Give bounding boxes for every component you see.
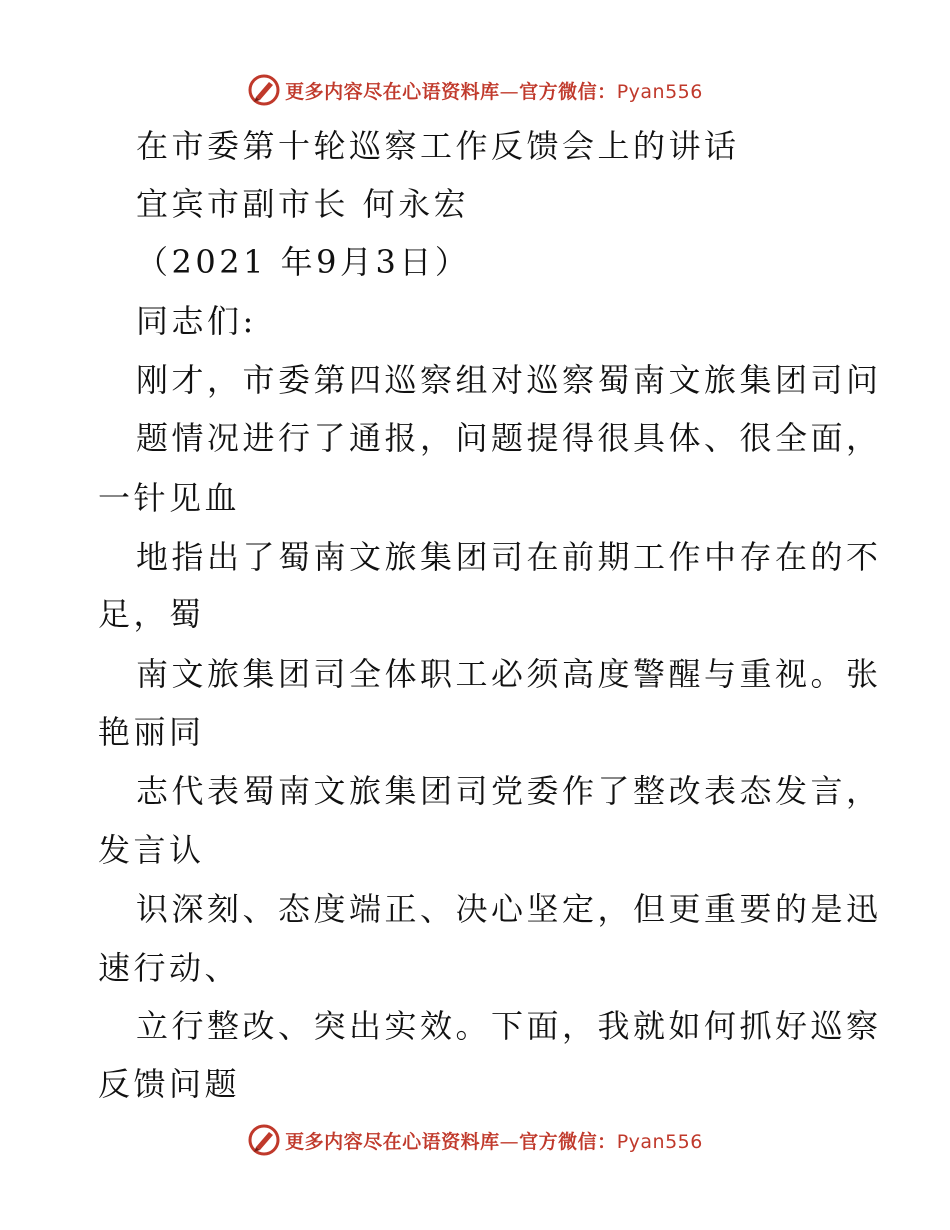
paragraph-line: 识深刻、态度端正、决心坚定，但更重要的是迅 xyxy=(136,890,882,928)
paragraph-line: 志代表蜀南文旅集团司党委作了整改表态发言， xyxy=(136,772,882,810)
paragraph-line: 地指出了蜀南文旅集团司在前期工作中存在的不 xyxy=(136,538,882,576)
paragraph-line: 艳丽同 xyxy=(98,713,205,751)
paragraph-line: 立行整改、突出实效。下面，我就如何抓好巡察 xyxy=(136,1007,882,1045)
paragraph-line: 刚才，市委第四巡察组对巡察蜀南文旅集团司问 xyxy=(136,361,882,399)
header-watermark-banner xyxy=(0,70,950,110)
paragraph-line: 一针见血 xyxy=(98,479,241,517)
paragraph-line: 反馈问题 xyxy=(98,1065,241,1103)
banner-text: 更多内容尽在心语资料库—官方微信：Pyan556 xyxy=(285,1130,703,1153)
paragraph-line: 题情况进行了通报，问题提得很具体、很全面， xyxy=(136,419,882,457)
paragraph-line: 发言认 xyxy=(98,831,205,869)
paragraph-line: 足，蜀 xyxy=(98,595,205,633)
document-date: （2021 年9月3日） xyxy=(136,243,471,281)
banner-text: 更多内容尽在心语资料库—官方微信：Pyan556 xyxy=(285,80,703,103)
document-title: 在市委第十轮巡察工作反馈会上的讲话 xyxy=(136,127,740,165)
pen-logo-icon xyxy=(247,73,281,107)
paragraph-line: 速行动、 xyxy=(98,949,241,987)
pen-logo-icon xyxy=(247,1123,281,1157)
document-greeting: 同志们: xyxy=(136,302,257,340)
document-author: 宜宾市副市长 何永宏 xyxy=(136,185,470,223)
footer-watermark-banner xyxy=(0,1120,950,1160)
paragraph-line: 南文旅集团司全体职工必须高度警醒与重视。张 xyxy=(136,655,882,693)
